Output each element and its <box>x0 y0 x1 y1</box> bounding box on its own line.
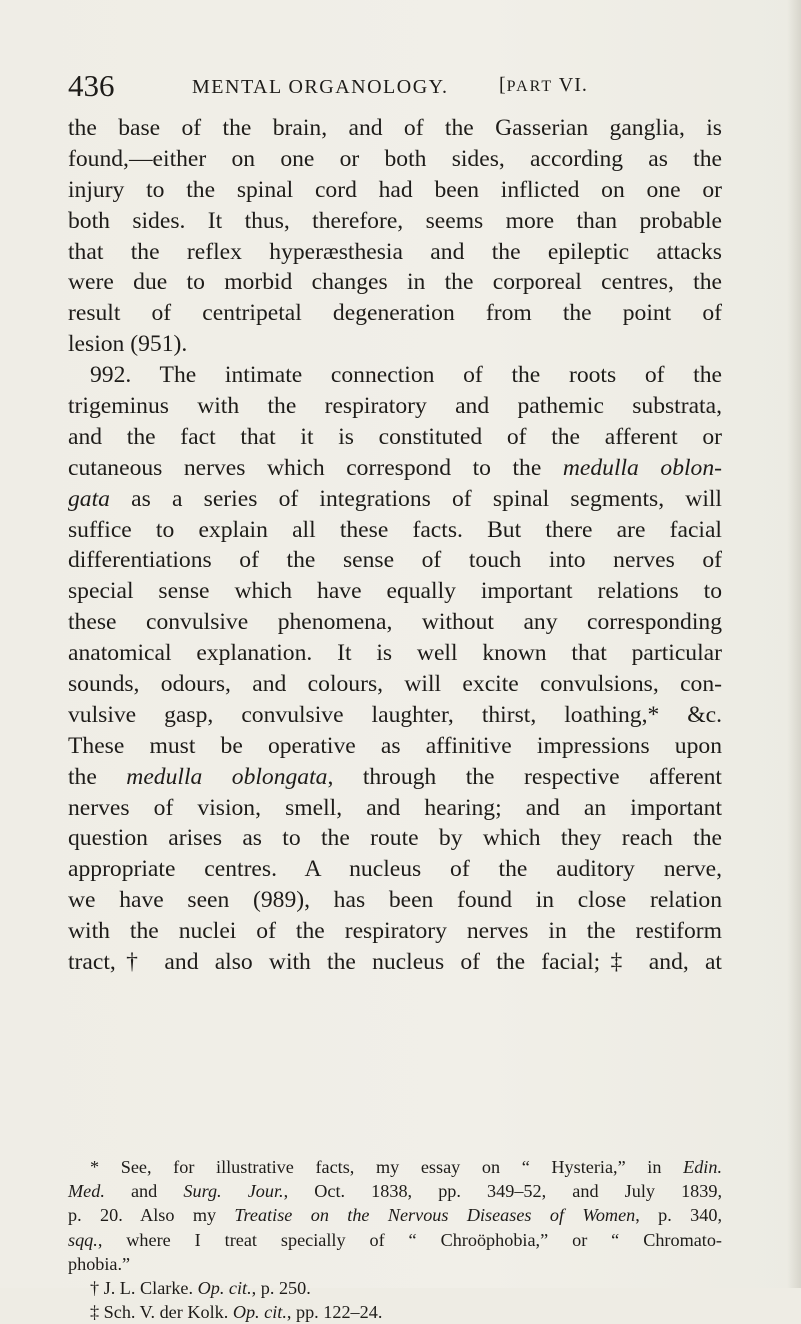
body-line: gata as a series of integrations of spinal segments, will <box>68 485 722 512</box>
part-label: [PART VI. <box>499 74 588 96</box>
body-line: the base of the brain, and of the Gasserian ganglia, is <box>68 115 722 141</box>
body-line: These must be operative as affinitive impressions upon <box>68 732 722 759</box>
footnote-line: Med. and Surg. Jour., Oct. 1838, pp. 349–52, and July 1839, <box>68 1181 723 1202</box>
body-line: nerves of vision, smell, and hearing; and an important <box>68 794 722 821</box>
page-edge-shadow <box>787 0 801 1288</box>
body-line: and the fact that it is constituted of the afferent or <box>68 423 722 450</box>
body-line: that the reflex hyperæsthesia and the epileptic attacks <box>68 238 722 265</box>
body-line: appropriate centres. A nucleus of the auditory nerve, <box>68 856 722 883</box>
footnotes <box>68 1155 722 1324</box>
running-title: MENTAL ORGANOLOGY. <box>192 76 449 98</box>
body-line: vulsive gasp, convulsive laughter, thirst, loathing,* &c. <box>68 701 722 728</box>
body-line: special sense which have equally important relations to <box>68 578 722 605</box>
footnote-dagger: † J. L. Clarke. Op. cit., p. 250. <box>90 1277 311 1298</box>
body-line: result of centripetal degeneration from the point of <box>68 300 722 327</box>
paragraph-992-start: 992. The intimate connection of the roots of the <box>90 362 722 389</box>
body-line: question arises as to the route by which they reach the <box>68 825 722 852</box>
page-number: 436 <box>68 68 115 103</box>
body-line: sounds, odours, and colours, will excite convulsions, con- <box>68 671 722 698</box>
body-line: with the nuclei of the respiratory nerves in the restiform <box>68 918 722 945</box>
body-line: injury to the spinal cord had been inflicted on one or <box>68 176 722 203</box>
body-text <box>68 113 722 978</box>
running-header <box>68 68 728 104</box>
body-line: found,—either on one or both sides, according as the <box>68 145 722 172</box>
body-line: cutaneous nerves which correspond to the medulla oblon- <box>68 454 722 481</box>
body-line: lesion (951). <box>68 331 188 358</box>
body-line: these convulsive phenomena, without any corresponding <box>68 609 722 636</box>
footnote-asterisk: * See, for illustrative facts, my essay on “ Hysteria,” in Edin. <box>90 1157 722 1177</box>
body-line: differentiations of the sense of touch into nerves of <box>68 547 722 574</box>
body-line: anatomical explanation. It is well known that particular <box>68 640 722 667</box>
footnote-line: phobia.” <box>68 1253 131 1274</box>
body-line: trigeminus with the respiratory and pathemic substrata, <box>68 393 722 420</box>
footnote-line: p. 20. Also my Treatise on the Nervous Diseases of Women, p. 340, <box>68 1205 722 1226</box>
footnote-double-dagger: ‡ Sch. V. der Kolk. Op. cit., pp. 122–24. <box>90 1302 383 1323</box>
footnote-line: sqq., where I treat specially of “ Chroöphobia,” or “ Chromato- <box>68 1229 722 1250</box>
body-line: were due to morbid changes in the corporeal centres, the <box>68 269 722 296</box>
body-line: the medulla oblongata, through the respective afferent <box>68 763 722 790</box>
body-line: we have seen (989), has been found in close relation <box>68 887 722 914</box>
body-line: both sides. It thus, therefore, seems more than probable <box>68 207 722 234</box>
body-line: suffice to explain all these facts. But there are facial <box>68 516 722 543</box>
body-line: tract,† and also with the nucleus of the facial;‡ and, at <box>68 949 722 976</box>
